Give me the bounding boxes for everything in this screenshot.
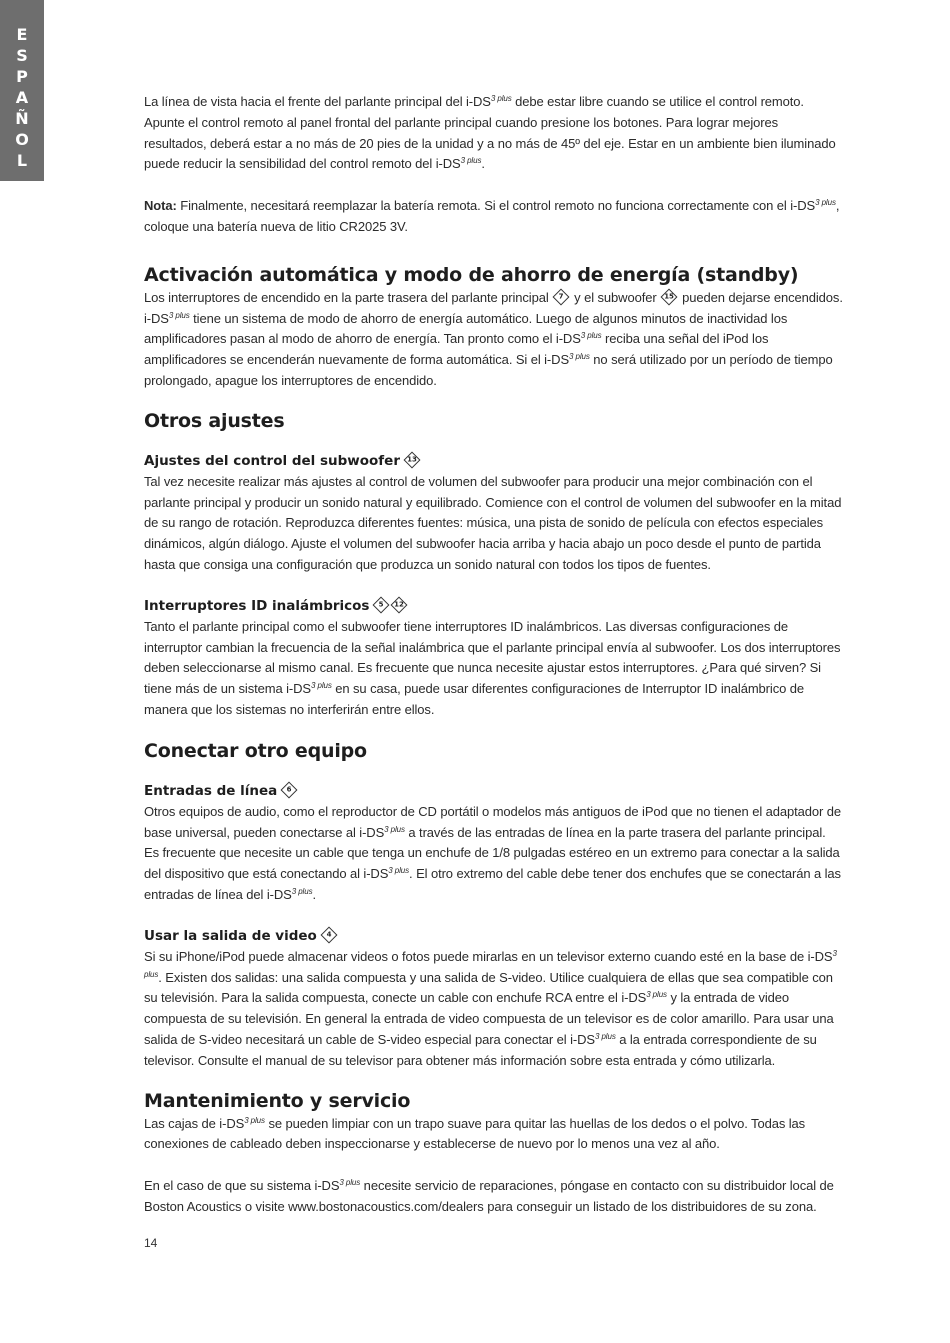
maintenance-paragraph-2: En el caso de que su sistema $i-DS^{3 plus}$ necesite servicio de reparaciones, póngase en contacto con su distribuidor local de Boston Acoustics o visite www.bostonacoustics.com/dealers para conseguir un listado de los distribuidores de su zona. [144, 1178, 834, 1214]
wireless-id-paragraph: Tanto el parlante principal como el subwoofer tiene interruptores ID inalámbricos. Las diversas configuraciones de interruptor cambian la frecuencia de la señal inalámbrica que el parlante principal envía al subwoofer. Los dos interruptores deben seleccionarse al mismo canal. Es frecuente que nunca necesite ajustar estos interruptores. ¿Para qué sirven? Si tiene más de un sistema $i-DS^{3 plus}$ en su casa, puede usar diferentes configuraciones de Interruptor ID inalámbrico de manera que los sistemas no interferirán entre ellos. [144, 618, 841, 717]
note-label: Nota: [144, 198, 177, 214]
section-heading-mantenimiento: Mantenimiento y servicio [144, 1089, 411, 1112]
standby-paragraph: Los interruptores de encendido en la parte trasera del parlante principal 7 y el subwoofer 15 pueden dejarse encendidos. $i-DS^{3 plus}$ tiene un sistema de modo de ahorro de energía automático. Luego de algunos minutos de inactividad los amplificadores pasan al modo de ahorro de energía. Tan pronto como el $i-DS^{3 plus}$ reciba una señal del iPod los amplificadores se encenderán nuevamente de forma automática. Si el $i-DS^{3 plus}$ no será utilizado por un período de tiempo prolongado, apague los interruptores de encendido. [144, 289, 843, 388]
line-inputs-paragraph: Otros equipos de audio, como el reproductor de CD portátil o modelos más antiguos de iPod que no tienen el adaptador de base universal, pueden conectarse al $i-DS^{3 plus}$ a través de las entradas de línea en la parte trasera del parlante principal. Es frecuente que necesite un cable que tenga un enchufe de 1/8 pulgadas estéreo en un extremo para conectar a la salida del dispositivo que está conectando al $i-DS^{3 plus}$. El otro extremo del cable debe tener dos enchufes que se conectarán a las entradas de línea del $i-DS^{3 plus}$. [144, 803, 842, 902]
tab-letter: S [16, 46, 28, 65]
tab-letter: O [15, 130, 29, 149]
reference-marker-icon: 6 [281, 781, 298, 798]
section-heading-otros: Otros ajustes [144, 409, 285, 432]
intro-paragraph: La línea de vista hacia el frente del parlante principal del $i-DS^{3 plus}$ debe estar libre cuando se utilice el control remoto. Apunte el control remoto al panel frontal del parlante principal cuando presione los botones. Para lograr mejores resultados, deberá estar a no más de 20 pies de la unidad y a no más de 45º del eje. Estar en un ambiente bien iluminado puede reducir la sensibilidad del control remoto del $i-DS^{3 plus}$. [144, 94, 836, 172]
maintenance-paragraph-1: Las cajas de $i-DS^{3 plus}$ se pueden limpiar con un trapo suave para quitar las huellas de los dedos o el polvo. Todas las conexiones de cableado deben inspeccionarse y establecerse de nuevo por lo menos una vez al año. [144, 1115, 806, 1152]
subwoofer-paragraph: Tal vez necesite realizar más ajustes al control de volumen del subwoofer para producir una mejor combinación con el parlante principal y producir un sonido natural y equilibrado. Comience con el control de volumen del subwoofer en la mitad de su rango de rotación. Reproduzca diferentes fuentes: música, una pista de sonido de película con efectos especiales dinámicos, algún diálogo. Ajuste el volumen del subwoofer hacia arriba y hacia abajo un poco desde el punto de partida hasta que consiga una configuración que produzca un sonido natural con todos los tipos de fuentes. [144, 473, 842, 572]
tab-letter: E [16, 25, 28, 44]
tab-letter: Ñ [15, 109, 29, 128]
tab-letter: L [16, 151, 28, 170]
section-heading-standby: Activación automática y modo de ahorro de energía (standby) [144, 263, 799, 286]
reference-marker-icon: 15 [660, 288, 677, 305]
reference-marker-icon: 7 [552, 288, 569, 305]
subheading-subwoofer-control: Ajustes del control del subwoofer 13 [144, 451, 844, 472]
section-heading-conectar: Conectar otro equipo [144, 739, 367, 762]
reference-marker-icon: 12 [391, 596, 408, 613]
page-content [144, 92, 844, 1218]
tab-letter: P [16, 67, 28, 86]
note-paragraph: Nota: Finalmente, necesitará reemplazar la batería remota. Si el control remoto no funciona correctamente con el $i-DS^{3 plus}$, coloque una batería nueva de litio CR2025 3V. [144, 198, 840, 234]
reference-marker-icon: 13 [403, 451, 420, 468]
page-number: 14 [144, 1236, 158, 1250]
reference-marker-icon: 5 [373, 596, 390, 613]
subheading-video-output: Usar la salida de video 4 [144, 926, 844, 947]
video-output-paragraph: Si su iPhone/iPod puede almacenar videos o fotos puede mirarlas en un televisor externo cuando esté en la base de $i-DS^{3 plus}$. Existen dos salidas: una salida compuesta y una salida de S-video. Utilice cualquiera de ellas que sea compatible con su televisión. Para la salida compuesta, conecte un cable con enchufe RCA entre el $i-DS^{3 plus}$ y la entrada de video compuesta de su televisión. En general la entrada de video compuesta de un televisor es de color amarillo. Para usar una salida de S-video necesitará un cable de S-video especial para conectar el $i-DS^{3 plus}$ a la entrada correspondiente de su televisor. Consulte el manual de su televisor para obtener más información sobre esta entrada y cómo utilizarla. [144, 948, 837, 1068]
language-tab [0, 0, 44, 181]
reference-marker-icon: 4 [320, 926, 337, 943]
tab-letter: A [15, 88, 29, 107]
subheading-line-inputs: Entradas de línea 6 [144, 781, 844, 802]
subheading-wireless-id: Interruptores ID inalámbricos 5 12 [144, 596, 844, 617]
